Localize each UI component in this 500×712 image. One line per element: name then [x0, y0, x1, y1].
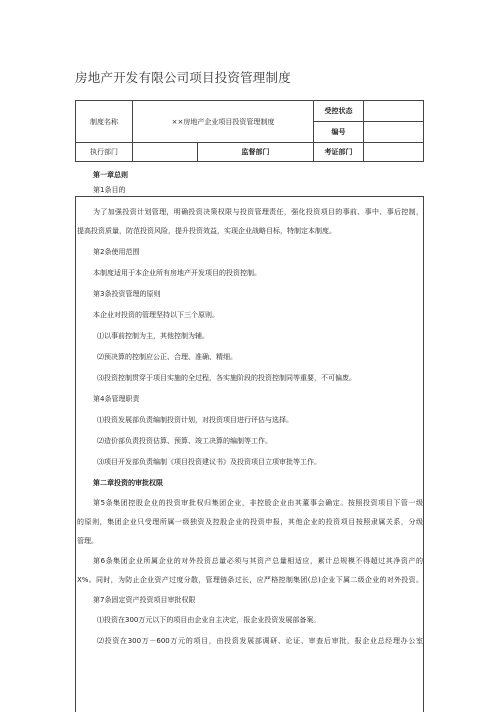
system-name-value: ××房地产企业项目投资管理制度 — [133, 101, 314, 143]
paragraph-line: 的原则，集团企业只受理所属一级独资及控股企业的投资申报，其他企业的投资项目按照隶属关系，分级 — [77, 518, 423, 526]
paragraph-line: 管理。 — [77, 537, 98, 545]
page-title: 房地产开发有限公司项目投资管理制度 — [75, 70, 291, 85]
header-table — [75, 100, 424, 162]
paragraph-line: 本企业对投资的管理坚持以下三个原则。 — [93, 311, 219, 319]
review-dept-value — [364, 143, 424, 162]
paragraph-line: 本制度适用于本企业所有房地产开发项目的投资控制。 — [93, 269, 261, 277]
list-item: ⑶项目开发部负责编制《项目投资建议书》及投资项目立项审批等工作。 — [97, 458, 321, 466]
review-dept-label: 考证部门 — [314, 143, 364, 162]
system-name-label: 制度名称 — [76, 101, 133, 143]
list-item: ⑶投资控制贯穿于项目实施的全过程，各实施阶段的投资控制同等重要，不可偏废。 — [97, 374, 356, 382]
article-title: 第3条投资管理的原则 — [93, 290, 161, 298]
article-title: 第2条使用范围 — [93, 248, 140, 256]
paragraph-line: 提高投资质量，防范投资风险，提升投资效益，实现企业战略目标，特制定本制度。 — [77, 227, 336, 235]
status-value — [364, 101, 424, 122]
number-value — [364, 122, 424, 143]
list-item: ⑵投资在300万－600万元的项目，由投资发展部调研、论证、审查后审批，报企业总经理办公室 — [97, 637, 423, 645]
list-item: ⑴以事前控制为主，其他控制为辅。 — [97, 332, 209, 340]
exec-dept-value — [133, 143, 198, 162]
article-title: 第4条管理职责 — [93, 395, 140, 403]
exec-dept-label: 执行部门 — [76, 143, 133, 162]
paragraph-line: X%。同时，为防止企业资产过度分散，管理链条过长，应严格控制集团(总)企业下属二级企业的对外投资。 — [77, 576, 423, 584]
list-item: ⑴投资发展部负责编制投资计划，对投资项目进行评估与选择。 — [97, 416, 293, 424]
paragraph-line: 为了加强投资计划管理，明确投资决策权限与投资管理责任，强化投资项目的事前、事中、事后控制， — [93, 208, 423, 216]
status-label: 受控状态 — [314, 101, 364, 122]
list-item: ⑵预决算的控制应公正、合理、准确、精细。 — [97, 353, 237, 361]
list-item: ⑴投资在300万元以下的项目由企业自主决定，报企业投资发展部备案。 — [97, 616, 321, 624]
article-title: 第7条固定资产投资项目审批权限 — [93, 596, 196, 604]
list-item: ⑵造价部负责投资估算、预算、竣工决算的编制等工作。 — [97, 437, 272, 445]
article-title: 第1条目的 — [93, 186, 126, 194]
paragraph-line: 第5条集团控股企业的投资审批权归集团企业，非控股企业由其董事会确定。按照投资项目下管一级 — [93, 499, 423, 507]
number-label: 编号 — [314, 122, 364, 143]
chapter-heading: 第二章投资的审批权限 — [93, 479, 163, 487]
chapter-heading: 第一章总则 — [93, 171, 128, 179]
supervise-dept-label: 监督部门 — [198, 143, 314, 162]
paragraph-line: 第6条集团企业所属企业的对外投资总量必须与其资产总量相适应，累计总规模不得超过其净资产的 — [93, 557, 423, 565]
